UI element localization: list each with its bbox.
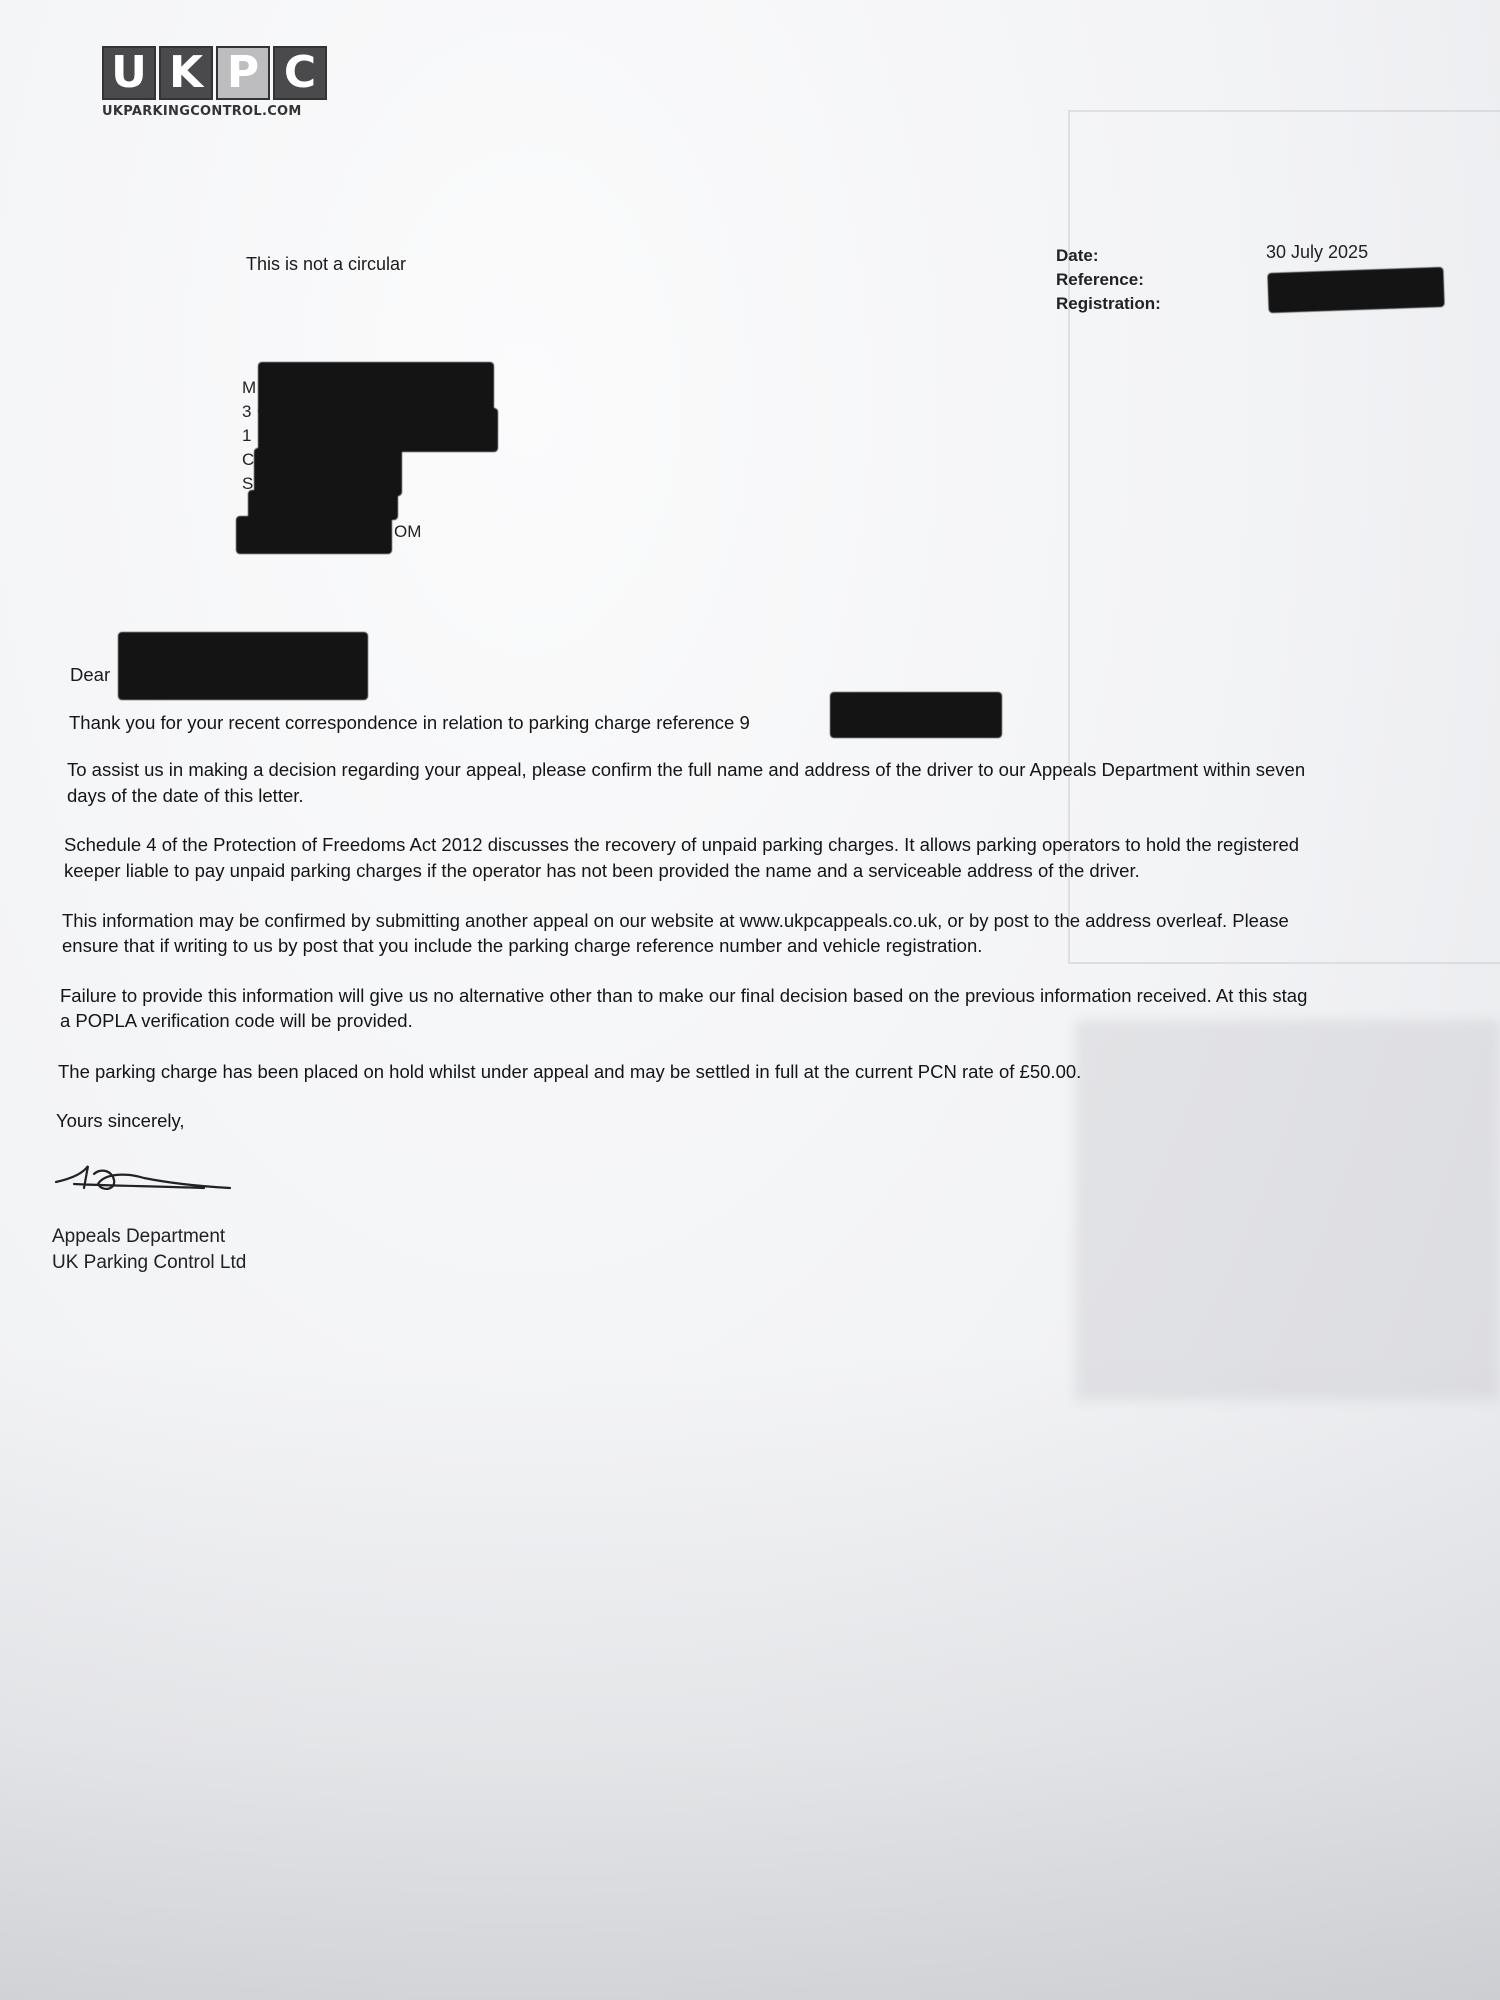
date-label: Date: — [1056, 246, 1099, 265]
paragraph-4-line-1: Failure to provide this information will give us no alternative other than to make our final decision based on the previous information received. At this stag — [60, 985, 1308, 1006]
address-fragment: 3 — [242, 402, 252, 421]
letter-body — [56, 0, 1500, 2000]
signature — [54, 1160, 234, 1205]
logo-letter-c: C — [273, 46, 327, 100]
paragraph-2-line-2: keeper liable to pay unpaid parking charges if the operator has not been provided the name and a serviceable address of the driver. — [64, 860, 1140, 881]
registration-label: Registration: — [1056, 294, 1161, 313]
logo-letter-p: P — [216, 46, 270, 100]
paragraph-4-line-2: a POPLA verification code will be provided. — [60, 1010, 413, 1031]
paragraph-5: The parking charge has been placed on hold whilst under appeal and may be settled in full at the current PCN rate of £50.00. — [58, 1061, 1082, 1082]
logo-letter-k: K — [159, 46, 213, 100]
date-value: 30 July 2025 — [1266, 242, 1369, 262]
address-fragment: M — [242, 378, 257, 397]
paragraph-1-line-1: To assist us in making a decision regarding your appeal, please confirm the full name and address of the driver to our Appeals Department within seven — [67, 759, 1306, 780]
address-fragment: C — [242, 450, 255, 469]
closing: Yours sincerely, — [56, 1110, 185, 1131]
address-fragment: 1 — [242, 426, 252, 445]
department: Appeals Department — [52, 1226, 226, 1247]
salutation: Dear — [70, 664, 111, 685]
address-fragment: S — [242, 474, 254, 493]
paragraph-3-line-2: ensure that if writing to us by post that you include the parking charge reference number and vehicle registration. — [62, 935, 983, 956]
paragraph-1-line-2: days of the date of this letter. — [67, 785, 304, 806]
paragraph-2-line-1: Schedule 4 of the Protection of Freedoms Act 2012 discusses the recovery of unpaid parking charges. It allows parking operators to hold the registered — [64, 834, 1300, 855]
redacted-charge-reference — [830, 692, 1002, 738]
company-name: UK Parking Control Ltd — [52, 1252, 247, 1273]
reference-label: Reference: — [1056, 270, 1144, 289]
intro-paragraph: Thank you for your recent correspondence in relation to parking charge reference 9 — [69, 712, 750, 733]
sender-block — [52, 1224, 246, 1276]
paragraph-3-line-1: This information may be confirmed by submitting another appeal on our website at www.ukpcappeals.co.uk, or by post to the address overleaf. Please — [62, 910, 1289, 931]
circular-note: This is not a circular — [246, 254, 407, 274]
address-fragment: OM — [394, 522, 422, 541]
logo-letter-u: U — [102, 46, 156, 100]
logo-url: UKPARKINGCONTROL.COM — [102, 104, 302, 119]
